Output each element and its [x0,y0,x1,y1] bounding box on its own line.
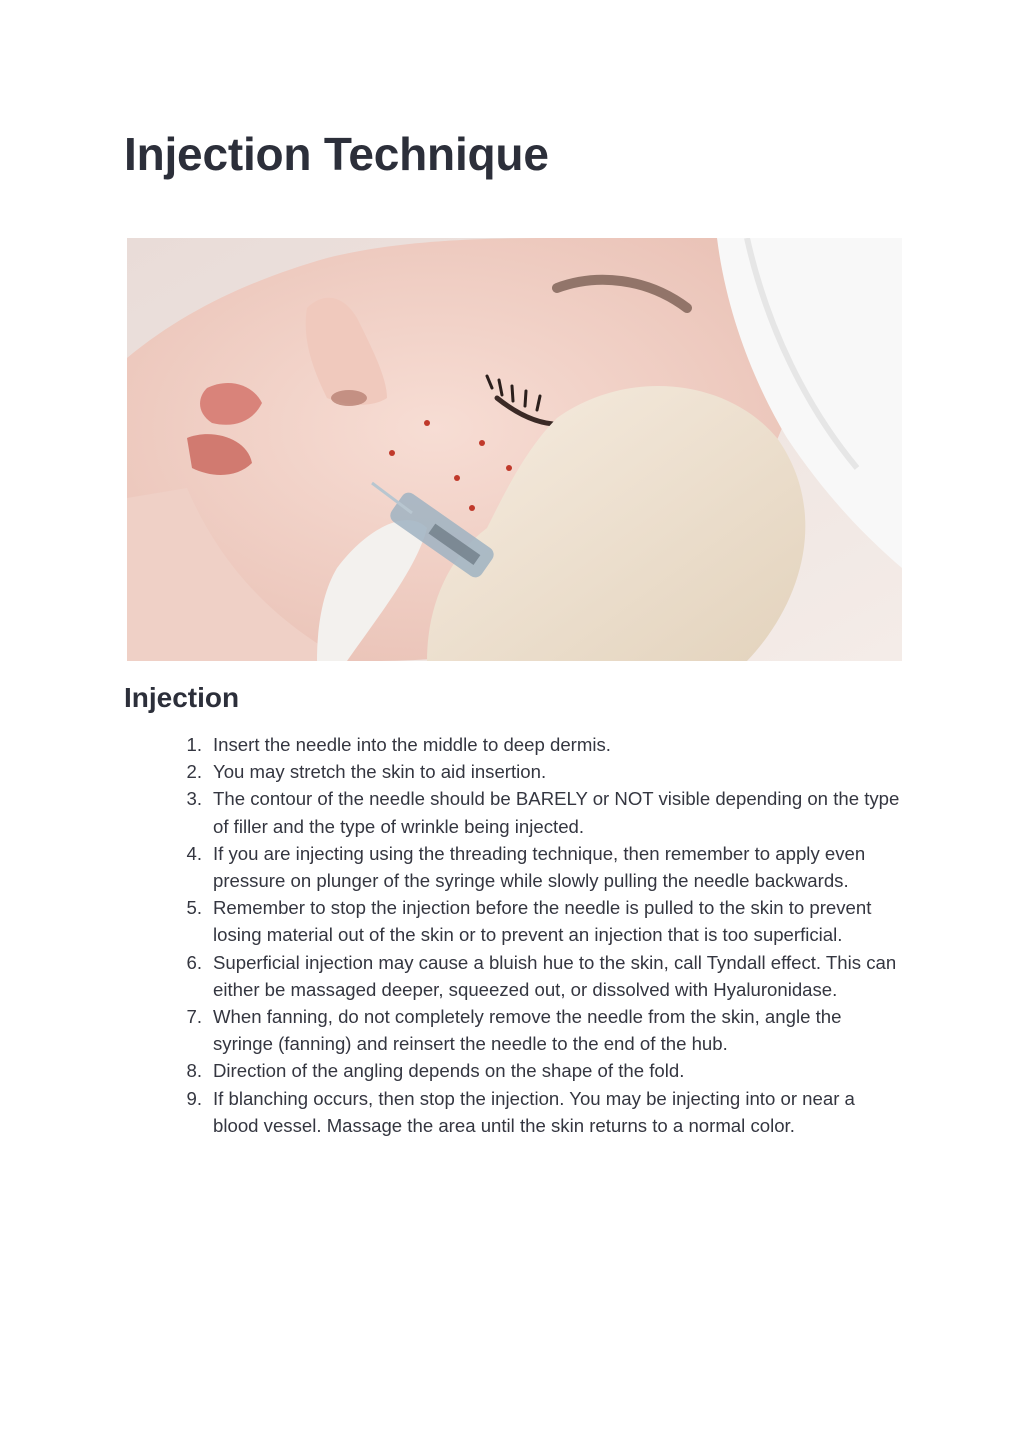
steps-list [0,731,1024,1139]
list-item [0,840,903,894]
page-title: Injection Technique [124,128,549,180]
step-text: The contour of the needle should be BARELY or NOT visible depending on the type of filler and the type of wrinkle being injected. [213,788,900,837]
step-number: 1. [186,734,202,755]
step-text: Remember to stop the injection before the needle is pulled to the skin to prevent losing material out of the skin or to prevent an injection that is too superficial. [213,897,872,946]
list-item [0,949,903,1003]
list-item [0,894,903,948]
step-number: 4. [186,842,202,864]
list-item [0,758,903,785]
step-number: 8. [186,1060,202,1082]
section-heading: Injection [124,682,240,713]
step-number: 6. [186,951,202,973]
step-text: If blanching occurs, then stop the injection. You may be injecting into or near a blood vessel. Massage the area until the skin returns to a normal color. [213,1087,855,1136]
list-item [0,1003,903,1057]
step-number: 2. [186,761,202,783]
step-text: If you are injecting using the threading technique, then remember to apply even pressure on plunger of the syringe while slowly pulling the needle backwards. [213,842,866,892]
step-text: Superficial injection may cause a bluish hue to the skin, call Tyndall effect. This can either be massaged deeper, squeezed out, or dissolved with Hyaluronidase. [213,951,897,1000]
step-number: 7. [186,1006,202,1028]
step-text: When fanning, do not completely remove the needle from the skin, angle the syringe (fanning) and reinsert the needle to the end of the hub. [213,1006,842,1055]
list-item [0,785,903,839]
list-item [0,731,903,758]
step-text: Insert the needle into the middle to deep dermis. [213,734,611,755]
step-number: 5. [186,897,202,919]
injection-photo [127,238,902,661]
step-number: 3. [186,788,202,810]
step-text: Direction of the angling depends on the shape of the fold. [213,1060,685,1082]
step-number: 9. [186,1087,202,1109]
list-item [0,1085,903,1139]
step-text: You may stretch the skin to aid insertion. [213,761,547,783]
list-item [0,1057,903,1084]
